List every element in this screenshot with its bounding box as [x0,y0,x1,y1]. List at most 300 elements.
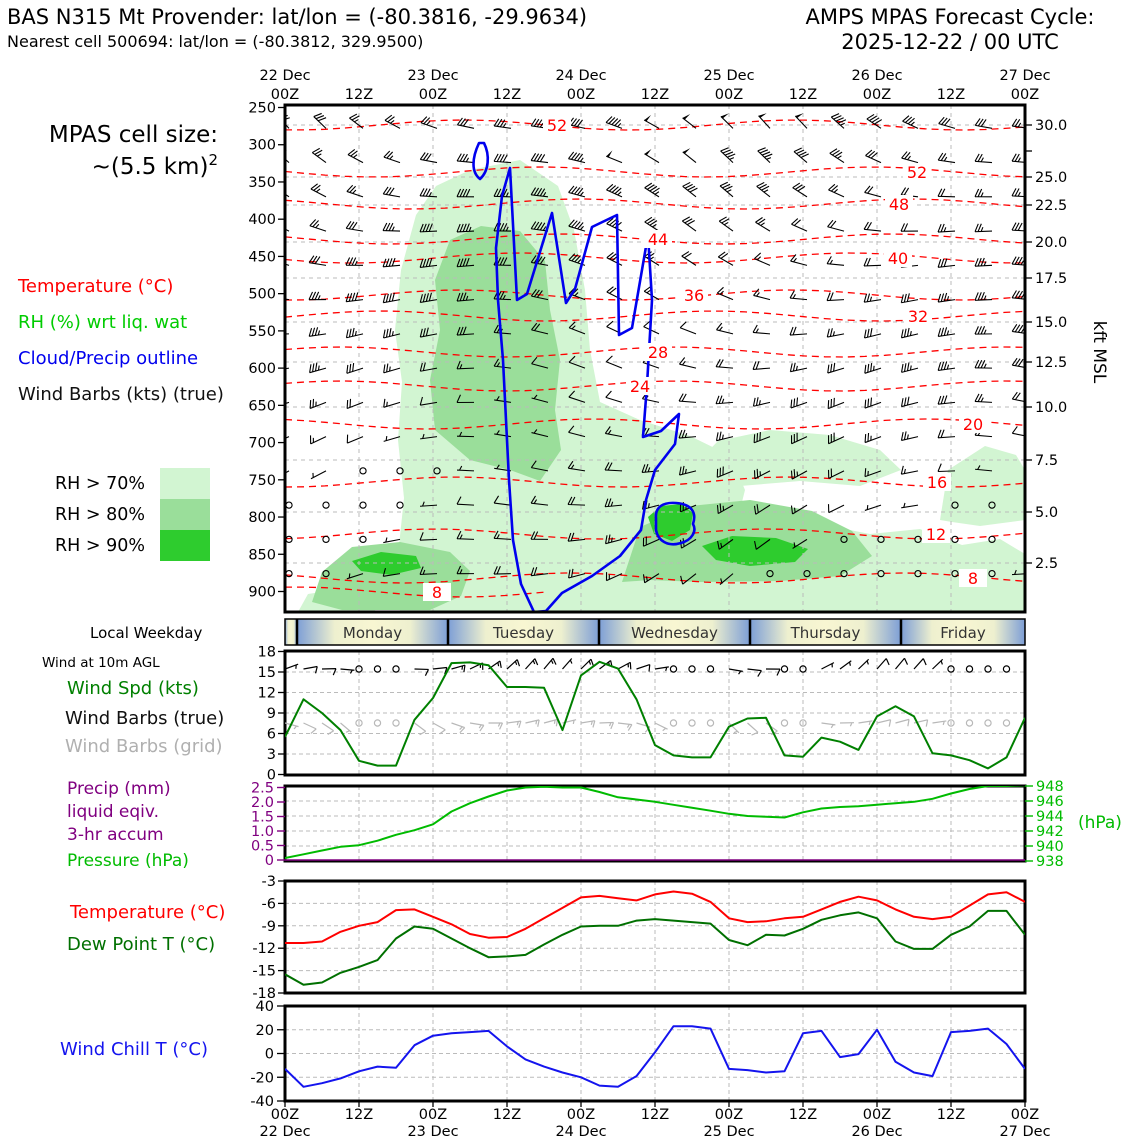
wind-barb [902,152,918,163]
pressure-tick-label: 650 [248,398,276,415]
wind-barb [748,669,762,677]
calm-circle [966,720,972,726]
bottom-axis-hour: 00Z [714,1107,744,1123]
wind-barb [901,223,918,231]
wind-barb [682,217,696,231]
wind-barb [720,182,733,197]
top-axis-hour: 00Z [1010,87,1040,103]
calm-circle [323,536,329,542]
wind-barb [581,721,595,728]
pressure-tick-label: 500 [248,286,276,303]
top-axis-date: 22 Dec [259,68,311,84]
precip-ytick-label: 0 [264,853,274,869]
wind-barb [790,363,807,372]
wind-barb [507,660,519,669]
wind-barb [716,359,733,368]
temp-ytick-label: -15 [252,963,276,980]
wind-barb [896,719,910,726]
calm-circle [1026,468,1032,474]
wind-barb [902,397,918,407]
wind-barb [903,116,918,129]
wind-barb [384,151,400,163]
calm-circle [1026,536,1032,542]
wind-barb [683,118,696,128]
wind-barb [683,152,696,163]
calm-circle [689,720,695,726]
wind-ytick-label: 18 [257,644,276,661]
nearest-cell-subtitle: Nearest cell 500694: lat/lon = (-80.3812, 329.9500) [7,32,424,51]
top-axis-hour: 12Z [344,87,374,103]
calm-circle [707,720,713,726]
chill-ytick-label: 40 [255,999,274,1015]
wind-barb [347,435,363,443]
wind-barb [721,116,733,128]
wind-barb [759,116,770,129]
wind-barb [716,323,733,334]
bottom-axis-hour: 12Z [492,1107,522,1123]
wind-barb [383,187,400,197]
wind-barb [489,723,503,729]
calm-circle [286,536,292,542]
wind-barb [830,149,844,163]
precip-label-1: Precip (mm) [67,779,171,799]
wind-barb [679,358,696,369]
wind-barb [864,258,881,266]
calm-circle [781,666,787,672]
wind-barb [901,431,918,440]
wind-barb [938,153,955,163]
bottom-axis-hour: 12Z [788,1107,818,1123]
pressure-tick-label: 600 [248,361,276,378]
forecast-cycle-title: AMPS MPAS Forecast Cycle: [805,5,1095,29]
precip-ytick-label: 1.5 [250,809,274,826]
pressure-ytick-label: 948 [1036,779,1064,795]
wind-barb [790,291,807,300]
wind-barb [637,665,650,672]
wind-barb [901,328,918,338]
wind-ytick-label: 15 [257,665,276,682]
wind-barb [606,116,622,128]
calm-circle [1003,720,1009,726]
kft-tick-label: 15.0 [1035,315,1068,331]
wind-barb [683,182,698,196]
pressure-tick-label: 250 [248,100,276,117]
calm-circle [360,468,366,474]
wind-barb [902,362,918,372]
wind-barb [793,183,807,197]
pressure-tick-label: 800 [248,510,276,527]
wind-barb [938,327,955,336]
contour-label: 16 [926,473,948,492]
wind-barb [822,663,834,669]
wind-barb [645,252,659,266]
wind-barb [914,659,926,669]
wind-barb [276,148,289,163]
wind-barb [1025,723,1036,735]
chill-ytick-label: -40 [250,1094,274,1110]
wind-barb [754,253,770,265]
rh-legend-swatch [160,499,210,530]
cell-size-value-main: ~(5.5 km) [91,154,209,180]
generated-plot-content [55,68,1067,1140]
wind-barb [452,723,465,733]
bottom-axis-date: 26 Dec [851,1124,903,1140]
top-axis-date: 27 Dec [999,68,1051,84]
wind-barb [753,325,770,334]
pressure-ytick-label: 938 [1036,854,1064,870]
wind-barb [827,256,844,265]
wind-barb [452,665,465,672]
wind-barb [385,115,400,128]
wind-barb [901,466,918,474]
precip-label-3: 3-hr accum [67,825,164,845]
precip-ytick-label: 0.5 [250,838,274,855]
wind-barb [494,119,511,129]
calm-circle [781,720,787,726]
bottom-axis-date: 25 Dec [703,1124,755,1140]
wind-barb [828,363,844,373]
wind-barb [346,328,363,338]
bottom-axis-hour: 12Z [936,1107,966,1123]
wind-barb [275,183,289,197]
wind-barb [470,723,484,731]
temperature-2m-legend: Temperature (°C) [70,902,226,923]
wind-barb [544,719,558,726]
pressure-tick-label: 450 [248,249,276,266]
calm-circle [985,666,991,672]
wind-barb [618,723,632,731]
bottom-axis-hour: 12Z [344,1107,374,1123]
wind-barb [304,667,318,674]
wind-barb [867,114,882,128]
bottom-axis-date: 24 Dec [555,1124,607,1140]
wind-barb [655,667,669,671]
wind-barb [311,435,326,443]
wind-barb [285,664,298,669]
temp-ytick-label: -3 [261,874,276,890]
wind-barb [600,722,614,728]
calm-circle [985,720,991,726]
contour-label: 52 [906,163,928,182]
kft-axis-label: kft MSL [1089,320,1109,384]
bottom-axis-hour: 00Z [566,1107,596,1123]
top-axis-date: 24 Dec [555,68,607,84]
wind-barb [840,723,854,727]
rh-legend-label: RH > 80% [54,505,145,525]
bottom-axis-hour: 00Z [862,1107,892,1123]
forecast-cycle-date: 2025-12-22 / 00 UTC [841,30,1059,54]
kft-tick-label: 5.0 [1035,505,1059,521]
wind-barb [877,659,889,669]
wind-barb [655,723,668,731]
pressure-ytick-label: 946 [1036,794,1064,810]
pressure-tick-label: 400 [248,212,276,229]
wind-barb [347,185,363,197]
calm-circle [374,720,380,726]
wind-barb [606,156,622,162]
wind-barb [865,328,881,338]
kft-tick-label: 2.5 [1035,556,1059,572]
contour-label: 48 [888,195,910,214]
wind-barb [758,148,773,163]
temp-ytick-label: -18 [252,986,276,1003]
wind-barb [901,503,918,508]
wind-barb [679,394,696,403]
pressure-tick-label: 550 [248,323,276,340]
wind-barb [569,186,585,197]
wind-barb [975,154,992,163]
precip-label-2: liquid eqiv. [67,802,160,822]
calm-circle [707,666,713,672]
wind-barb [753,397,770,406]
chill-ytick-label: 0 [264,1046,274,1063]
wind-barb [757,182,770,196]
wind-barb [311,471,326,479]
contour-label: 52 [546,116,568,135]
wind-barb [938,189,955,197]
weekday-name: Monday [342,624,403,642]
bottom-axis-hour: 00Z [418,1107,448,1123]
bottom-axis-hour: 12Z [640,1107,670,1123]
wind-barb [975,394,992,402]
calm-circle [397,502,403,508]
wind10m-title: Wind at 10m AGL [42,655,160,671]
wind-barb [346,257,363,265]
local-weekday-label: Local Weekday [90,624,203,642]
rh-legend-swatch [160,468,210,499]
bottom-axis-date: 27 Dec [999,1124,1051,1140]
wind-barb [606,391,622,402]
wind-barb [311,184,326,197]
top-axis-hour: 00Z [418,87,448,103]
wind-barb [939,117,955,128]
pressure-tick-label: 300 [248,137,276,154]
top-axis-date: 25 Dec [703,68,755,84]
wind-ytick-label: 9 [266,706,276,723]
weekday-name: Thursday [790,624,861,642]
wind-barb [310,363,326,373]
precip-ytick-label: 2.0 [250,795,274,811]
wind-barb [791,397,807,407]
wind-barb [644,154,659,163]
weekday-name: Wednesday [631,624,718,642]
wind-barb [822,723,836,728]
wind-barb [644,120,659,128]
wind-barb [975,360,992,368]
kft-tick-label: 22.5 [1035,198,1068,214]
kft-tick-label: 20.0 [1035,235,1068,251]
wind-barb [975,118,992,128]
kft-tick-label: 7.5 [1035,453,1059,469]
calm-circle [689,666,695,672]
wind-barb [349,114,363,128]
wind-barb [310,220,326,232]
top-axis-hour: 12Z [492,87,522,103]
wind-barb [896,658,908,669]
wind-barb [866,150,881,163]
calm-circle [360,502,366,508]
wind-barb [859,721,873,725]
contour-label: 12 [925,525,947,544]
pressure-tick-label: 350 [248,174,276,191]
wind-barb [840,661,851,669]
wind-barb [314,113,326,128]
pressure-ytick-label: 940 [1036,839,1064,855]
wind-barb [415,723,426,735]
cell-size-superscript: 2 [208,151,218,169]
wind-barb [563,658,572,669]
wind-barb [309,292,326,300]
wind-barb [865,433,881,443]
kft-tick-label: 10.0 [1035,400,1068,416]
top-axis-hour: 12Z [936,87,966,103]
calm-circle [286,502,292,508]
wind-barb [322,723,334,734]
calm-circle [323,502,329,508]
contour-label: 8 [967,569,979,588]
top-axis-hour: 00Z [714,87,744,103]
wind-barb [975,326,992,334]
wind-chill-legend: Wind Chill T (°C) [60,1039,208,1060]
wind-barbs-grid-legend: Wind Barbs (grid) [65,736,223,757]
wind-barb [457,154,474,163]
wind-barb [828,220,844,231]
kft-tick-label: 17.5 [1035,271,1068,287]
contour-label: 28 [647,343,669,362]
wind-barb [719,217,733,231]
wind-barbs-10m [285,658,1039,735]
wind-barb [341,669,355,673]
legend-wind-barbs: Wind Barbs (kts) (true) [18,384,224,405]
bottom-axis-date: 22 Dec [259,1124,311,1140]
pressure-tick-label: 750 [248,472,276,489]
wind-barb [864,222,881,231]
wind-barb [938,259,955,268]
wind-barb [859,659,869,669]
wind-barb [606,184,622,197]
wind-ytick-label: 6 [266,726,276,743]
wind-barb [433,667,447,674]
wind-barb [794,148,809,163]
wind-barb [526,720,540,727]
wind-barb [421,117,437,129]
wind-barb [716,396,733,404]
temp-ytick-label: -6 [261,896,276,913]
wind-barb [938,293,955,302]
pressure-tick-label: 700 [248,435,276,452]
wind-barb [312,148,326,162]
wind-barb [827,328,844,337]
wind-barb [420,152,437,162]
chill-ytick-label: -20 [250,1070,274,1087]
pressure-ytick-label: 944 [1036,809,1064,825]
wind-barb [309,327,326,336]
kft-tick-label: 25.0 [1035,170,1068,186]
wind-barb [526,659,538,669]
rh-legend-label: RH > 70% [54,474,145,494]
calm-circle [670,666,676,672]
temp-ytick-label: -9 [261,918,276,935]
contour-label: 20 [962,415,984,434]
contour-label: 8 [431,583,443,602]
wind-barb [938,395,955,404]
pressure-tick-label: 850 [248,547,276,564]
wind-barb [865,505,881,510]
wind-barb [1012,426,1029,436]
bottom-axis-hour: 00Z [270,1107,300,1123]
top-axis-hour: 00Z [566,87,596,103]
wind-barb [877,720,891,727]
wind-barb [531,153,548,162]
pressure-ytick-label: 942 [1036,824,1064,840]
wind-barb [975,224,992,232]
wind-barb [494,154,511,163]
kft-tick-label: 12.5 [1035,355,1068,371]
calm-circle [1026,502,1032,508]
kft-tick-label: 30.0 [1035,118,1068,134]
calm-circle [1003,666,1009,672]
weekday-name: Tuesday [492,624,555,642]
top-axis-date: 26 Dec [851,68,903,84]
wind-barb [384,436,400,441]
top-axis-hour: 12Z [640,87,670,103]
wind-barb [791,219,807,232]
wind-barb [975,189,992,197]
wind-barb [865,363,881,373]
precip-ytick-label: 2.5 [250,780,274,797]
wind-barb [309,256,326,266]
wind-barb [933,721,947,725]
weekday-cell [285,619,297,645]
hpa-unit-label: (hPa) [1078,813,1122,833]
wind-barb [790,327,807,335]
pressure-tick-label: 900 [248,584,276,601]
calm-circle [360,536,366,542]
contour-label: 24 [629,377,651,396]
chill-ytick-label: 20 [255,1022,274,1039]
wind-barb [607,252,622,265]
wind-barb [347,363,363,373]
top-axis-hour: 12Z [788,87,818,103]
wind-barb [938,430,955,438]
wind-barb [348,149,363,162]
rh-legend-swatch [160,530,210,561]
wind-barb [827,292,844,300]
calm-circle [393,666,399,672]
wind-barb [755,217,770,231]
bottom-axis-hour: 00Z [1010,1107,1040,1123]
contour-label: 32 [907,307,929,326]
wind-barb [568,152,585,163]
wind-barb [544,658,556,669]
wind-barb [938,361,955,370]
wind-barb [607,287,622,300]
wind-barb [828,184,844,197]
wind-barb [938,224,955,232]
contour-label: 40 [887,249,909,268]
calm-circle [670,720,676,726]
bottom-axis-date: 23 Dec [407,1124,459,1140]
precip-ytick-label: 1.0 [250,824,274,840]
wind-barb [383,223,400,231]
wind-ytick-label: 3 [266,747,276,764]
wind-ytick-label: 0 [266,767,276,784]
wind-barb [346,221,363,231]
wind-barb [680,322,696,334]
temp-ytick-label: -12 [252,941,276,958]
weekday-name: Friday [940,624,986,642]
pressure-legend: Pressure (hPa) [67,851,189,871]
